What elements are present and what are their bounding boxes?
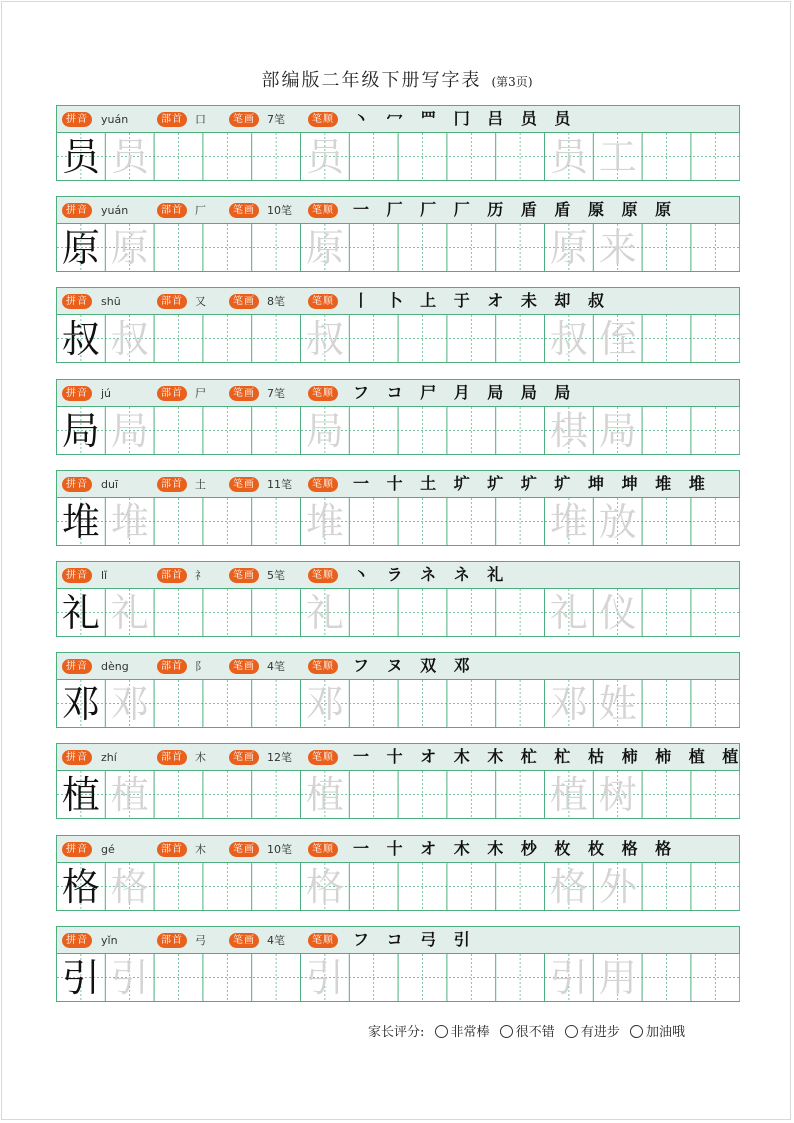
pinyin-value: gé xyxy=(101,842,115,856)
character-info-bar xyxy=(56,926,740,954)
character-info-bar xyxy=(56,470,740,498)
radical-value: 弓 xyxy=(195,933,206,947)
trace-character: 员 xyxy=(110,135,149,179)
stroke-order-tag: 笔顺 xyxy=(308,294,338,309)
model-character: 植 xyxy=(61,773,100,818)
pinyin-value: yuán xyxy=(101,204,129,218)
stroke-count-value: 10笔 xyxy=(267,842,292,856)
stroke-count-value: 7笔 xyxy=(267,113,285,126)
radical-tag: 部首 xyxy=(157,659,187,674)
writing-grid[interactable] xyxy=(56,953,740,1003)
stroke-count-tag: 笔画 xyxy=(229,386,259,401)
stroke-order-tag: 笔顺 xyxy=(308,659,338,674)
stroke-order-sequence: フ コ 弓 引 xyxy=(353,929,476,949)
radical-value: 木 xyxy=(195,751,206,765)
model-character: 礼 xyxy=(61,591,100,635)
trace-word-character: 来 xyxy=(598,226,637,271)
radical-tag: 部首 xyxy=(157,568,187,583)
stroke-order-sequence: 一 十 オ 木 木 杪 枚 枚 格 格 xyxy=(353,838,678,858)
character-block xyxy=(56,196,740,275)
radical-tag: 部首 xyxy=(157,294,187,309)
trace-character: 原 xyxy=(110,226,149,271)
trace-word-character: 用 xyxy=(598,955,637,1000)
writing-grid[interactable] xyxy=(56,770,740,820)
model-character: 引 xyxy=(61,955,100,1000)
character-block xyxy=(56,652,740,731)
character-block xyxy=(56,561,740,640)
pinyin-value: zhí xyxy=(101,751,117,765)
pinyin-value: dèng xyxy=(101,660,129,674)
character-info-bar xyxy=(56,561,740,589)
trace-word-character: 植 xyxy=(549,773,588,818)
model-character: 邓 xyxy=(61,682,100,727)
trace-word-character: 格 xyxy=(549,864,588,909)
page-header xyxy=(0,66,794,92)
stroke-order-tag: 笔顺 xyxy=(308,842,338,857)
pinyin-value: yǐn xyxy=(101,933,118,947)
stroke-count-tag: 笔画 xyxy=(229,842,259,857)
trace-character: 叔 xyxy=(305,317,344,362)
pinyin-value: jú xyxy=(101,386,112,400)
trace-word-character: 邓 xyxy=(549,682,588,727)
radical-tag: 部首 xyxy=(157,203,187,218)
rating-radio-3[interactable] xyxy=(565,1025,578,1038)
trace-word-character: 引 xyxy=(549,955,588,1000)
trace-word-character: 仪 xyxy=(598,591,637,635)
stroke-order-sequence: 丨 卜 上 于 オ 未 却 叔 xyxy=(353,291,610,311)
radical-value: 土 xyxy=(195,477,206,491)
page-number: (第3页) xyxy=(491,75,533,89)
stroke-order-sequence: 一 十 オ 木 木 杧 杧 枯 柿 柿 植 植 xyxy=(353,747,745,767)
trace-character: 局 xyxy=(305,408,344,453)
stroke-count-value: 4笔 xyxy=(267,660,285,674)
radical-tag: 部首 xyxy=(157,477,187,492)
model-character: 员 xyxy=(61,135,100,179)
rating-option-3: 有进步 xyxy=(580,1025,620,1040)
stroke-order-sequence: 丶 ラ ネ ネ 礼 xyxy=(353,565,510,584)
trace-word-character: 局 xyxy=(598,408,637,453)
trace-word-character: 侄 xyxy=(598,317,637,362)
writing-grid[interactable] xyxy=(56,314,740,364)
rating-option-2: 很不错 xyxy=(515,1025,555,1040)
radical-tag: 部首 xyxy=(157,750,187,765)
stroke-count-tag: 笔画 xyxy=(229,568,259,583)
rating-option-4: 加油哦 xyxy=(646,1025,686,1040)
stroke-count-tag: 笔画 xyxy=(229,477,259,492)
character-block xyxy=(56,379,740,458)
pinyin-tag: 拼音 xyxy=(62,477,92,492)
rating-radio-4[interactable] xyxy=(630,1025,643,1038)
pinyin-value: yuán xyxy=(101,113,129,126)
trace-character: 植 xyxy=(305,773,344,818)
stroke-order-tag: 笔顺 xyxy=(308,386,338,401)
trace-word-character: 外 xyxy=(598,864,637,909)
trace-character: 格 xyxy=(110,864,149,909)
radical-tag: 部首 xyxy=(157,112,187,127)
trace-character: 堆 xyxy=(305,499,344,544)
stroke-count-tag: 笔画 xyxy=(229,294,259,309)
trace-word-character: 树 xyxy=(598,773,637,818)
character-block xyxy=(56,835,740,914)
trace-word-character: 姓 xyxy=(598,682,637,727)
stroke-count-tag: 笔画 xyxy=(229,933,259,948)
trace-word-character: 原 xyxy=(549,226,588,271)
rating-option-1: 非常棒 xyxy=(450,1025,490,1040)
pinyin-tag: 拼音 xyxy=(62,659,92,674)
trace-character: 礼 xyxy=(305,591,344,635)
trace-character: 邓 xyxy=(305,682,344,727)
model-character: 格 xyxy=(61,864,100,909)
stroke-count-tag: 笔画 xyxy=(229,112,259,127)
character-info-bar xyxy=(56,835,740,863)
character-block xyxy=(56,926,740,1005)
pinyin-value: shū xyxy=(101,295,121,309)
trace-character: 植 xyxy=(110,773,149,818)
trace-character: 引 xyxy=(110,955,149,1000)
radical-tag: 部首 xyxy=(157,842,187,857)
trace-character: 员 xyxy=(305,135,344,179)
writing-grid[interactable] xyxy=(56,679,740,729)
radical-tag: 部首 xyxy=(157,386,187,401)
trace-word-character: 放 xyxy=(598,499,637,544)
parent-rating xyxy=(368,1021,685,1040)
pinyin-tag: 拼音 xyxy=(62,203,92,218)
stroke-order-tag: 笔顺 xyxy=(308,203,338,218)
pinyin-value: duī xyxy=(101,477,119,491)
stroke-count-value: 10笔 xyxy=(267,204,292,218)
stroke-order-tag: 笔顺 xyxy=(308,750,338,765)
trace-character: 原 xyxy=(305,226,344,271)
stroke-order-tag: 笔顺 xyxy=(308,933,338,948)
trace-word-character: 棋 xyxy=(549,408,588,453)
character-info-bar xyxy=(56,287,740,315)
trace-word-character: 工 xyxy=(598,135,637,179)
character-info-bar xyxy=(56,196,740,224)
writing-grid[interactable] xyxy=(56,223,740,273)
trace-word-character: 叔 xyxy=(549,317,588,362)
stroke-count-tag: 笔画 xyxy=(229,203,259,218)
stroke-count-value: 4笔 xyxy=(267,933,285,947)
radical-value: 尸 xyxy=(195,386,206,400)
trace-word-character: 礼 xyxy=(549,591,588,635)
character-info-bar xyxy=(56,743,745,771)
stroke-count-tag: 笔画 xyxy=(229,750,259,765)
model-character: 局 xyxy=(61,408,100,453)
character-info-bar xyxy=(56,652,740,680)
writing-grid[interactable] xyxy=(56,497,740,547)
stroke-order-sequence: 丶 冖 罒 冂 吕 员 员 xyxy=(353,109,577,128)
stroke-count-value: 11笔 xyxy=(267,477,292,491)
writing-grid[interactable] xyxy=(56,406,740,456)
trace-character: 引 xyxy=(305,955,344,1000)
radical-value: 口 xyxy=(195,113,206,126)
page-title: 部编版二年级下册写字表 xyxy=(261,70,482,91)
stroke-order-sequence: 一 厂 厂 厂 历 盾 盾 厡 原 原 xyxy=(353,200,678,220)
radical-value: 木 xyxy=(195,842,206,856)
pinyin-tag: 拼音 xyxy=(62,750,92,765)
pinyin-value: lǐ xyxy=(101,569,108,582)
stroke-order-tag: 笔顺 xyxy=(308,477,338,492)
character-block xyxy=(56,105,740,184)
writing-grid[interactable] xyxy=(56,588,740,638)
stroke-order-sequence: フ ヌ 双 邓 xyxy=(353,656,476,676)
trace-character: 礼 xyxy=(110,591,149,635)
stroke-order-sequence: フ コ 尸 月 局 局 局 xyxy=(353,382,577,402)
pinyin-tag: 拼音 xyxy=(62,294,92,309)
model-character: 堆 xyxy=(61,499,100,544)
writing-grid[interactable] xyxy=(56,132,740,182)
radical-value: 厂 xyxy=(195,204,206,218)
trace-character: 格 xyxy=(305,864,344,909)
model-character: 原 xyxy=(61,226,100,271)
stroke-order-sequence: 一 十 土 圹 圹 圹 圹 坤 坤 堆 堆 xyxy=(353,473,711,493)
trace-character: 堆 xyxy=(110,499,149,544)
radical-value: 阝 xyxy=(195,660,206,674)
writing-grid[interactable] xyxy=(56,862,740,912)
radical-value: 礻 xyxy=(195,569,206,582)
character-block xyxy=(56,287,740,366)
rating-radio-1[interactable] xyxy=(435,1025,448,1038)
trace-word-character: 员 xyxy=(549,135,588,179)
model-character: 叔 xyxy=(61,317,100,362)
radical-tag: 部首 xyxy=(157,933,187,948)
pinyin-tag: 拼音 xyxy=(62,842,92,857)
trace-character: 局 xyxy=(110,408,149,453)
character-block xyxy=(56,470,740,549)
radical-value: 又 xyxy=(195,295,206,309)
stroke-order-tag: 笔顺 xyxy=(308,568,338,583)
trace-character: 邓 xyxy=(110,682,149,727)
stroke-count-value: 7笔 xyxy=(267,386,285,400)
stroke-count-value: 12笔 xyxy=(267,751,292,765)
stroke-count-value: 8笔 xyxy=(267,295,285,309)
pinyin-tag: 拼音 xyxy=(62,568,92,583)
rating-radio-2[interactable] xyxy=(500,1025,513,1038)
pinyin-tag: 拼音 xyxy=(62,933,92,948)
trace-word-character: 堆 xyxy=(549,499,588,544)
character-block xyxy=(56,743,745,822)
stroke-order-tag: 笔顺 xyxy=(308,112,338,127)
stroke-count-tag: 笔画 xyxy=(229,659,259,674)
trace-character: 叔 xyxy=(110,317,149,362)
character-info-bar xyxy=(56,379,740,407)
stroke-count-value: 5笔 xyxy=(267,569,285,582)
character-info-bar xyxy=(56,105,740,133)
pinyin-tag: 拼音 xyxy=(62,112,92,127)
rating-label: 家长评分: xyxy=(368,1025,425,1040)
pinyin-tag: 拼音 xyxy=(62,386,92,401)
